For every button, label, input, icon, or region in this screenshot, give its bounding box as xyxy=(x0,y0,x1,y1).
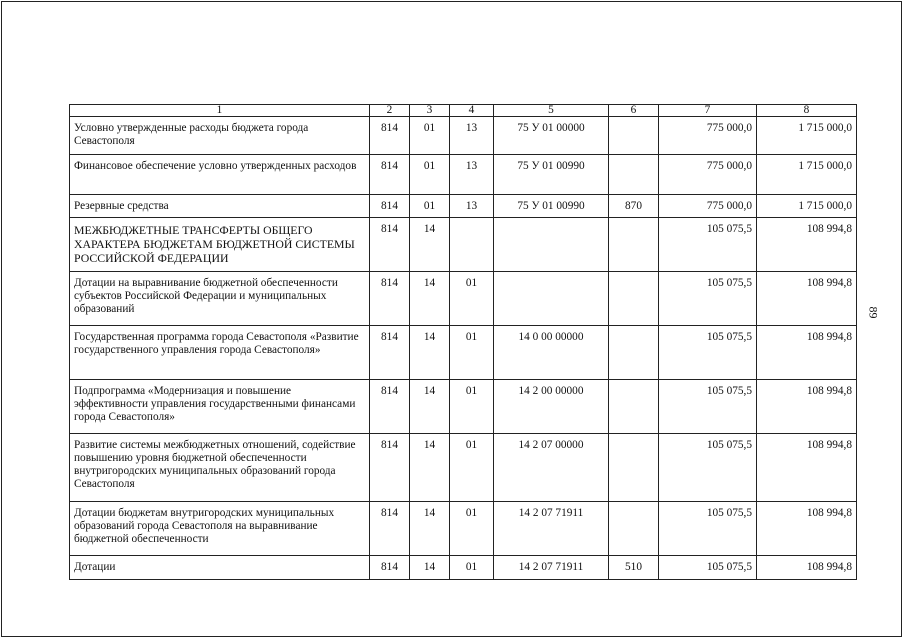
cell-col2: 814 xyxy=(370,380,410,434)
col-header-3: 3 xyxy=(410,105,450,117)
cell-col7: 105 075,5 xyxy=(659,556,757,580)
cell-col7: 105 075,5 xyxy=(659,326,757,380)
table-row xyxy=(70,556,857,580)
cell-col6: 510 xyxy=(609,556,659,580)
cell-col4: 01 xyxy=(450,556,494,580)
cell-col7: 775 000,0 xyxy=(659,195,757,218)
cell-col2: 814 xyxy=(370,326,410,380)
cell-col4: 13 xyxy=(450,155,494,195)
cell-col7: 105 075,5 xyxy=(659,272,757,326)
row-name: Дотации на выравнивание бюджетной обеспеченности субъектов Российской Федерации и муниципальных образований xyxy=(70,272,370,326)
cell-col8: 108 994,8 xyxy=(757,380,857,434)
cell-col2: 814 xyxy=(370,272,410,326)
cell-col6: 870 xyxy=(609,195,659,218)
cell-col3: 14 xyxy=(410,272,450,326)
table-row xyxy=(70,117,857,155)
page-number: 89 xyxy=(866,306,881,319)
col-header-4: 4 xyxy=(450,105,494,117)
table-row xyxy=(70,155,857,195)
cell-col6 xyxy=(609,155,659,195)
cell-col3: 01 xyxy=(410,117,450,155)
cell-col2: 814 xyxy=(370,117,410,155)
row-name: Развитие системы межбюджетных отношений, содействие повышению уровня бюджетной обеспеченности внутригородских муниципальных образований города Севастополя xyxy=(70,434,370,502)
table-row xyxy=(70,195,857,218)
cell-col6 xyxy=(609,502,659,556)
cell-col8: 108 994,8 xyxy=(757,556,857,580)
cell-col4: 01 xyxy=(450,326,494,380)
cell-col2: 814 xyxy=(370,556,410,580)
cell-col8: 108 994,8 xyxy=(757,272,857,326)
cell-col4: 01 xyxy=(450,434,494,502)
cell-col7: 105 075,5 xyxy=(659,434,757,502)
cell-col8: 1 715 000,0 xyxy=(757,195,857,218)
cell-col3: 14 xyxy=(410,326,450,380)
cell-col7: 105 075,5 xyxy=(659,380,757,434)
row-name: МЕЖБЮДЖЕТНЫЕ ТРАНСФЕРТЫ ОБЩЕГО ХАРАКТЕРА БЮДЖЕТАМ БЮДЖЕТНОЙ СИСТЕМЫ РОССИЙСКОЙ ФЕДЕРАЦИИ xyxy=(70,218,370,272)
col-header-2: 2 xyxy=(370,105,410,117)
cell-col4: 01 xyxy=(450,502,494,556)
row-name: Подпрограмма «Модернизация и повышение эффективности управления государственными финансами города Севастополя» xyxy=(70,380,370,434)
cell-col5 xyxy=(494,272,609,326)
cell-col7: 775 000,0 xyxy=(659,117,757,155)
cell-col8: 108 994,8 xyxy=(757,326,857,380)
cell-col3: 01 xyxy=(410,155,450,195)
cell-col6 xyxy=(609,380,659,434)
cell-col8: 108 994,8 xyxy=(757,434,857,502)
col-header-1: 1 xyxy=(70,105,370,117)
cell-col2: 814 xyxy=(370,218,410,272)
cell-col5: 75 У 01 00000 xyxy=(494,117,609,155)
table-row xyxy=(70,380,857,434)
cell-col8: 1 715 000,0 xyxy=(757,155,857,195)
cell-col5: 14 2 07 00000 xyxy=(494,434,609,502)
cell-col5: 14 2 07 71911 xyxy=(494,502,609,556)
cell-col8: 1 715 000,0 xyxy=(757,117,857,155)
cell-col8: 108 994,8 xyxy=(757,218,857,272)
cell-col2: 814 xyxy=(370,195,410,218)
cell-col4: 01 xyxy=(450,380,494,434)
col-header-5: 5 xyxy=(494,105,609,117)
cell-col3: 14 xyxy=(410,556,450,580)
cell-col3: 14 xyxy=(410,380,450,434)
row-name: Дотации бюджетам внутригородских муниципальных образований города Севастополя на выравнивание бюджетной обеспеченности xyxy=(70,502,370,556)
cell-col7: 105 075,5 xyxy=(659,502,757,556)
row-name: Государственная программа города Севастополя «Развитие государственного управления города Севастополя» xyxy=(70,326,370,380)
cell-col7: 775 000,0 xyxy=(659,155,757,195)
cell-col5: 14 2 07 71911 xyxy=(494,556,609,580)
cell-col7: 105 075,5 xyxy=(659,218,757,272)
col-header-8: 8 xyxy=(757,105,857,117)
cell-col6 xyxy=(609,218,659,272)
cell-col8: 108 994,8 xyxy=(757,502,857,556)
table-row xyxy=(70,272,857,326)
row-name: Условно утвержденные расходы бюджета города Севастополя xyxy=(70,117,370,155)
cell-col5: 14 2 00 00000 xyxy=(494,380,609,434)
cell-col5: 14 0 00 00000 xyxy=(494,326,609,380)
col-header-7: 7 xyxy=(659,105,757,117)
cell-col5 xyxy=(494,218,609,272)
table-header-row xyxy=(70,105,857,117)
cell-col3: 01 xyxy=(410,195,450,218)
table-row xyxy=(70,502,857,556)
table-row xyxy=(70,434,857,502)
cell-col4: 13 xyxy=(450,195,494,218)
cell-col6 xyxy=(609,117,659,155)
cell-col4: 13 xyxy=(450,117,494,155)
row-name: Резервные средства xyxy=(70,195,370,218)
cell-col3: 14 xyxy=(410,434,450,502)
table-row xyxy=(70,218,857,272)
cell-col2: 814 xyxy=(370,434,410,502)
col-header-6: 6 xyxy=(609,105,659,117)
cell-col6 xyxy=(609,326,659,380)
cell-col3: 14 xyxy=(410,218,450,272)
row-name: Дотации xyxy=(70,556,370,580)
cell-col6 xyxy=(609,434,659,502)
row-name: Финансовое обеспечение условно утвержденных расходов xyxy=(70,155,370,195)
cell-col2: 814 xyxy=(370,155,410,195)
cell-col6 xyxy=(609,272,659,326)
cell-col4 xyxy=(450,218,494,272)
table-row xyxy=(70,326,857,380)
budget-table xyxy=(69,104,857,580)
cell-col3: 14 xyxy=(410,502,450,556)
cell-col5: 75 У 01 00990 xyxy=(494,155,609,195)
cell-col5: 75 У 01 00990 xyxy=(494,195,609,218)
cell-col2: 814 xyxy=(370,502,410,556)
cell-col4: 01 xyxy=(450,272,494,326)
